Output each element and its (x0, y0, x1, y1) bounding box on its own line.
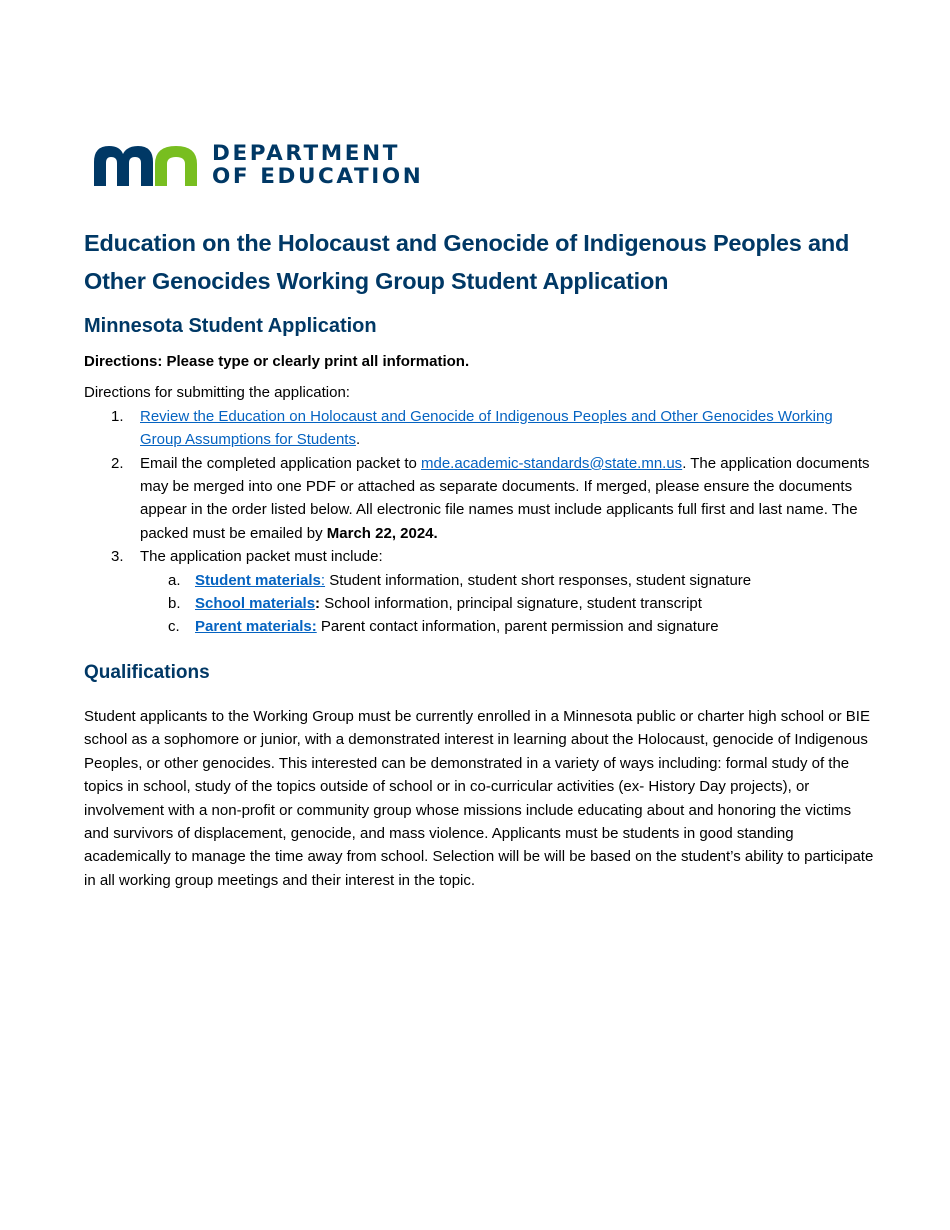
logo-line-2: OF EDUCATION (212, 164, 424, 189)
step-number: 3. (111, 548, 124, 566)
packet-item-parent (168, 615, 874, 638)
school-materials-desc: School information, principal signature, student transcript (320, 595, 702, 613)
logo-wordmark (212, 142, 423, 188)
mde-logo (92, 142, 423, 188)
student-materials-desc: Student information, student short responses, student signature (325, 571, 752, 589)
item-letter: c. (168, 618, 180, 636)
submit-intro: Directions for submitting the application: (84, 384, 350, 402)
parent-materials-link[interactable]: Parent materials: (195, 618, 317, 636)
step-2-text-before: Email the completed application packet to (140, 454, 421, 472)
step-1 (111, 405, 874, 452)
school-materials-link[interactable]: School materials (195, 595, 316, 613)
item-letter: a. (168, 571, 181, 589)
step-number: 2. (111, 454, 124, 472)
packet-contents (140, 569, 874, 639)
deadline-date: March 22, 2024. (326, 524, 438, 542)
step-number: 1. (111, 407, 124, 425)
packet-item-student (168, 569, 874, 592)
item-letter: b. (168, 595, 181, 613)
packet-item-school (168, 592, 874, 615)
school-materials-colon: : (315, 595, 321, 613)
submission-steps (84, 405, 874, 639)
document-body (84, 224, 874, 892)
assumptions-link[interactable]: Review the Education on Holocaust and Genocide of Indigenous Peoples and Other Genocides Working Group Assumptions for Students (140, 407, 833, 449)
email-link[interactable]: mde.academic-standards@state.mn.us (421, 454, 683, 472)
mn-logo-icon (92, 142, 198, 188)
step-1-period: . (355, 431, 361, 449)
step-2-text-after: . The application documents may be merged into one PDF or attached as separate documents. If merged, please ensure the documents appear in the order listed below. All electronic file names must include applicants full first and last name. The packed must be emailed by (140, 454, 870, 542)
page-subtitle: Minnesota Student Application (84, 315, 377, 337)
step-2 (111, 452, 874, 546)
qualifications-text: Student applicants to the Working Group must be currently enrolled in a Minnesota public or charter high school or BIE school as a sophomore or junior, with a demonstrated interest in learning about the Holocaust, genocide of Indigenous Peoples, or other genocides. This interested can be demonstrated in a variety of ways including: formal study of the topics in school, study of the topics outside of school or in co-curricular activities (ex- History Day projects), or involvement with a non-profit or community group whose missions include educating about and honoring the victims and survivors of displacement, genocide, and mass violence. Applicants must be students in good standing academically to manage the time away from school. Selection will be will be based on the student’s ability to participate in all working group meetings and their interest in the topic. (84, 707, 874, 889)
logo-line-1: DEPARTMENT (212, 141, 400, 166)
step-3-text: The application packet must include: (140, 548, 383, 566)
qualifications-heading: Qualifications (84, 661, 210, 683)
parent-materials-desc: Parent contact information, parent permission and signature (316, 618, 719, 636)
page-title: Education on the Holocaust and Genocide of Indigenous Peoples and Other Genocides Working Group Student Application (84, 230, 850, 294)
student-materials-link[interactable]: Student materials: (195, 571, 326, 589)
step-3 (111, 545, 874, 639)
directions: Directions: Please type or clearly print all information. (84, 353, 470, 370)
